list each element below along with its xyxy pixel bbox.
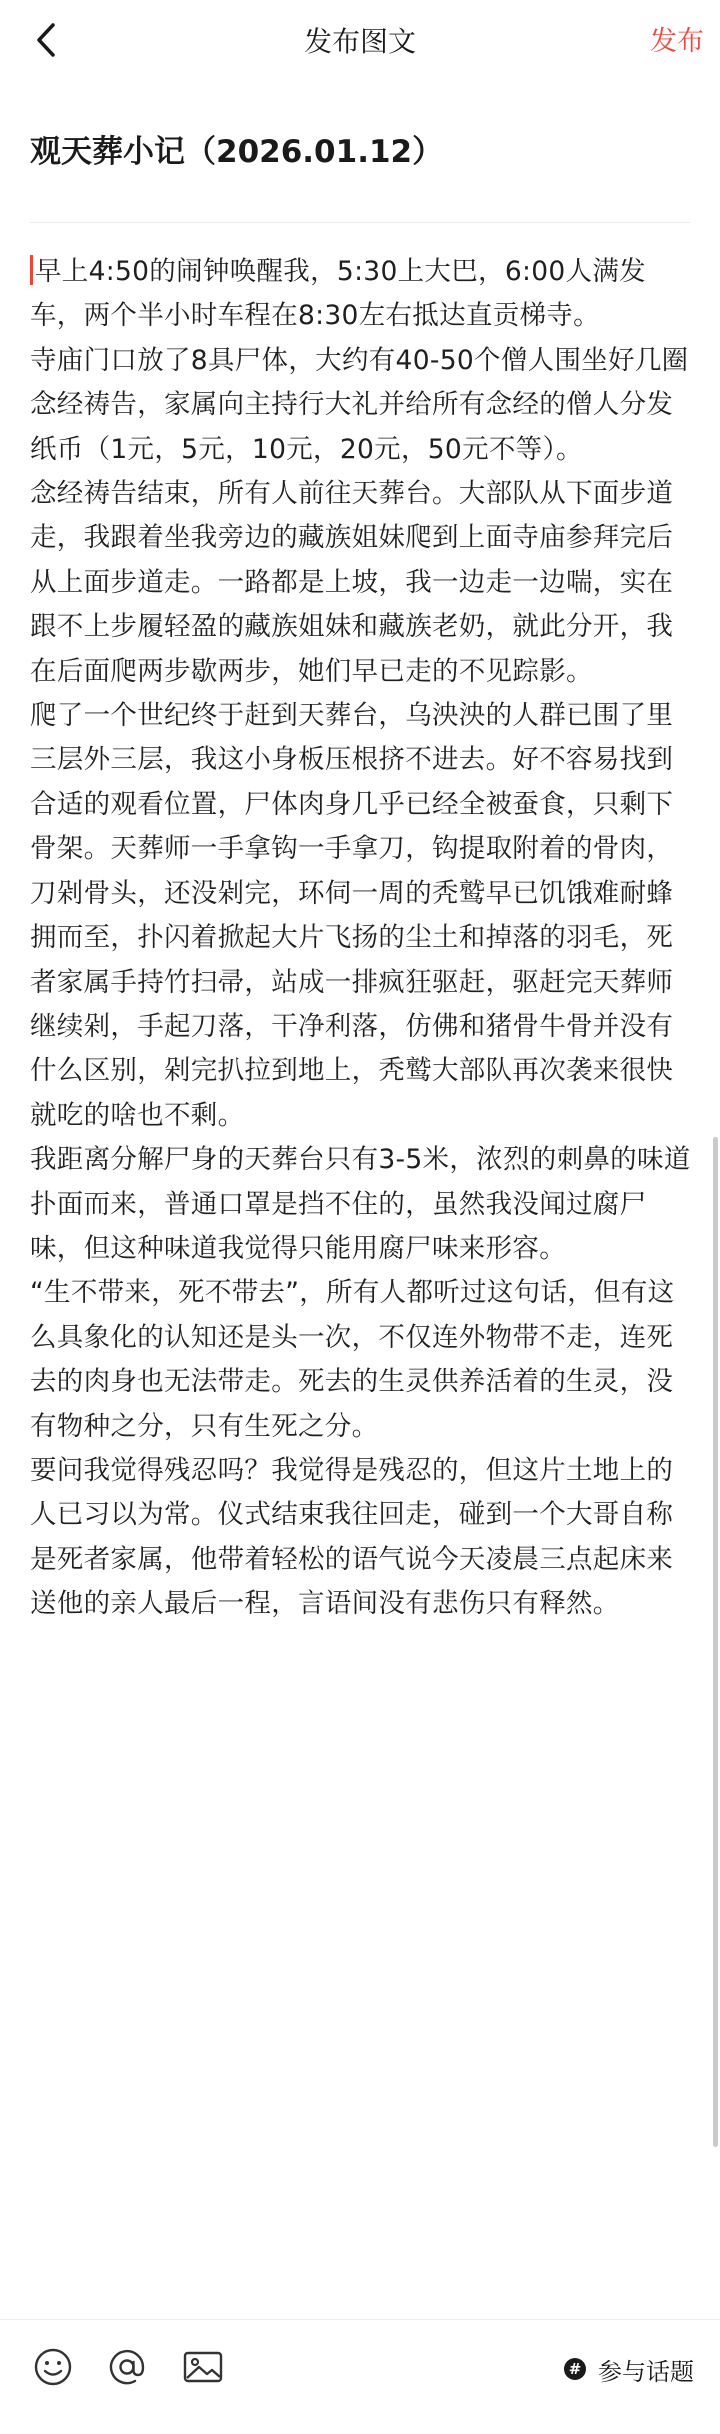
top-nav-bar [0,0,720,84]
back-button[interactable] [26,22,66,62]
topic-label: 参与话题 [598,2357,694,2386]
image-button[interactable] [180,2346,226,2392]
body-paragraph: “生不带来，死不带去”，所有人都听过这句话，但有这么具象化的认知还是头一次，不仅连外物带不走，连死去的肉身也无法带走。死去的生灵供养活着的生灵，没有物种之分，只有生死之分。 [30,1277,675,1442]
body-paragraph: 寺庙门口放了8具尸体，大约有40-50个僧人围坐好几圈念经祷告，家属向主持行大礼并给所有念经的僧人分发纸币（1元，5元，10元，20元，50元不等）。 [30,344,689,465]
scrollbar[interactable] [713,1137,718,2147]
topic-button[interactable] [564,2346,694,2392]
body-paragraph: 我距离分解尸身的天葬台只有3-5米，浓烈的刺鼻的味道扑面而来，普通口罩是挡不住的，虽然我没闻过腐尸味，但这种味道我觉得只能用腐尸味来形容。 [30,1144,691,1264]
publish-button[interactable]: 发布 [650,26,704,57]
page-title: 发布图文 [303,25,416,58]
back-arrow-icon [35,22,57,62]
body-paragraph [30,250,692,339]
image-icon [182,2347,224,2391]
body-paragraph: 念经祷告结束，所有人前往天葬台。大部队从下面步道走，我跟着坐我旁边的藏族姐妹爬到上面寺庙参拜完后从上面步道走。一路都是上坡，我一边走一边喘，实在跟不上步履轻盈的藏族姐妹和藏族老奶，就此分开，我在后面爬两步歇两步，她们早已走的不见踪影。 [30,478,674,687]
mention-button[interactable] [104,2346,150,2392]
body-paragraph: 要问我觉得残忍吗？我觉得是残忍的，但这片土地上的人已习以为常。仪式结束我往回走，碰到一个大哥自称是死者家属，他带着轻松的语气说今天凌晨三点起床来送他的亲人最后一程，言语间没有悲伤只有释然。 [30,1454,674,1620]
body-paragraph-text: 早上4:50的闹钟唤醒我，5:30上大巴，6:00人满发车，两个半小时车程在8:30左右抵达直贡梯寺。 [30,256,646,332]
emoji-button[interactable] [30,2346,76,2392]
hashtag-icon: # [564,2358,586,2380]
post-title-text: 观天葬小记（2026.01.12） [30,134,444,170]
bottom-toolbar [0,2319,720,2434]
body-paragraph: 爬了一个世纪终于赶到天葬台，乌泱泱的人群已围了里三层外三层，我这小身板压根挤不进去。好不容易找到合适的观看位置，尸体肉身几乎已经全被蚕食，只剩下骨架。天葬师一手拿钩一手拿刀，钩提取附着的骨肉，刀剁骨头，还没剁完，环伺一周的秃鹫早已饥饿难耐蜂拥而至，扑闪着掀起大片飞扬的尘土和掉落的羽毛，死者家属手持竹扫帚，站成一排疯狂驱赶，驱赶完天葬师继续剁，手起刀落，干净利落，仿佛和猪骨牛骨并没有什么区别，剁完扒拉到地上，秃鹫大部队再次袭来很快就吃的啥也不剩。 [30,700,674,1131]
text-cursor [30,255,33,285]
emoji-icon [33,2347,73,2391]
title-divider [30,222,690,223]
post-title-field[interactable] [30,130,690,174]
post-body-editor[interactable] [30,250,692,1627]
at-mention-icon [107,2347,147,2391]
